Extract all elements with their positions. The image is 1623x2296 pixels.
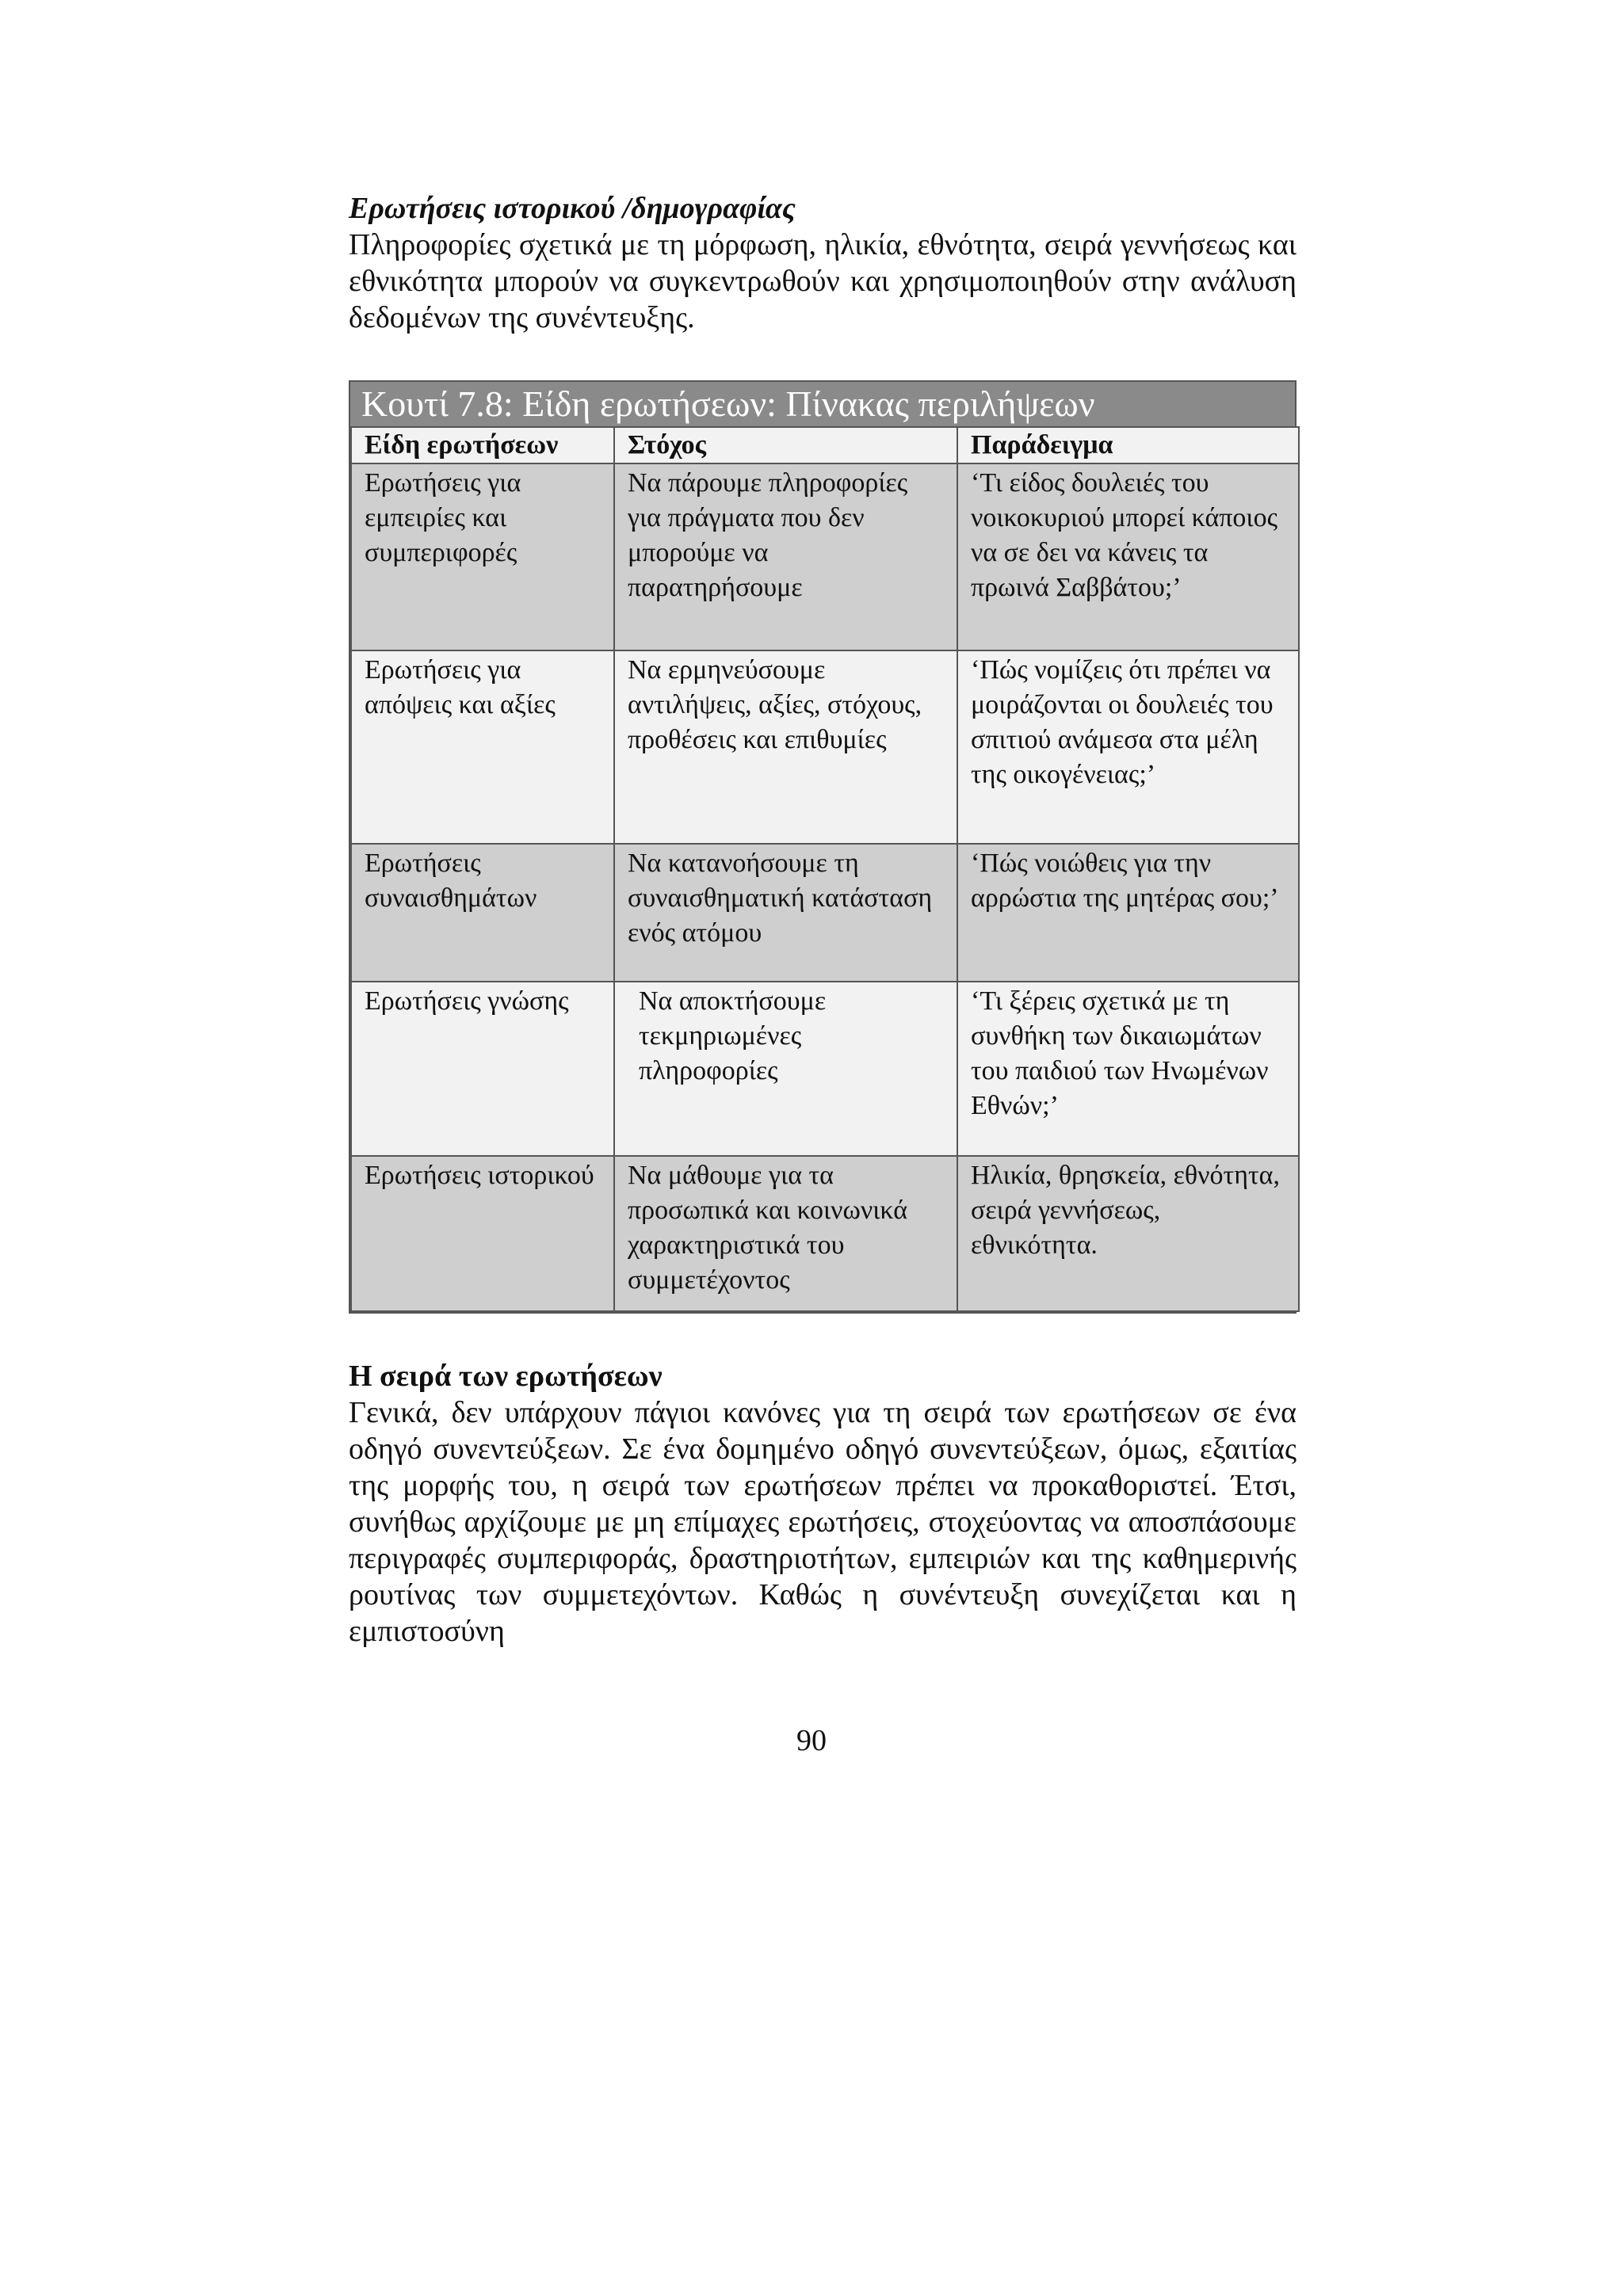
- page-number: 90: [796, 1724, 827, 1757]
- cell-goal: Να πάρουμε πληροφορίες για πράγματα που δεν μπορούμε να παρατηρήσουμε: [614, 463, 957, 650]
- background-questions-heading: Ερωτήσεις ιστορικού /δημογραφίας: [349, 192, 796, 225]
- table-row: [351, 844, 1299, 982]
- cell-example: ‘Πώς νομίζεις ότι πρέπει να μοιράζονται οι δουλειές του σπιτιού ανάμεσα στα μέλη της οικογένειας;’: [957, 650, 1299, 844]
- cell-question-type: Ερωτήσεις ιστορικού: [351, 1156, 614, 1311]
- spacer: [349, 1314, 1296, 1358]
- cell-goal: Να ερμηνεύσουμε αντιλήψεις, αξίες, στόχους, προθέσεις και επιθυμίες: [614, 650, 957, 844]
- summary-box: [349, 380, 1296, 1314]
- cell-goal: Να κατανοήσουμε τη συναισθηματική κατάσταση ενός ατόμου: [614, 844, 957, 982]
- table-row: [351, 1156, 1299, 1311]
- cell-example: Ηλικία, θρησκεία, εθνότητα, σειρά γεννήσεως, εθνικότητα.: [957, 1156, 1299, 1311]
- cell-question-type: Ερωτήσεις γνώσης: [351, 982, 614, 1156]
- cell-question-type: Ερωτήσεις συναισθημάτων: [351, 844, 614, 982]
- cell-goal: Να μάθουμε για τα προσωπικά και κοινωνικά χαρακτηριστικά του συμμετέχοντος: [614, 1156, 957, 1311]
- header-question-type: Είδη ερωτήσεων: [351, 427, 614, 463]
- cell-question-type: Ερωτήσεις για εμπειρίες και συμπεριφορές: [351, 463, 614, 650]
- summary-box-title: Κουτί 7.8: Είδη ερωτήσεων: Πίνακας περιλήψεων: [350, 382, 1295, 426]
- cell-example: ‘Πώς νοιώθεις για την αρρώστια της μητέρας σου;’: [957, 844, 1299, 982]
- table-row: [351, 463, 1299, 650]
- question-types-table: [350, 426, 1300, 1312]
- cell-example: ‘Τι είδος δουλειές του νοικοκυριού μπορεί κάποιος να σε δει να κάνεις τα πρωινά Σαββάτου;’: [957, 463, 1299, 650]
- table-row: [351, 982, 1299, 1156]
- cell-example: ‘Τι ξέρεις σχετικά με τη συνθήκη των δικαιωμάτων του παιδιού των Ηνωμένων Εθνών;’: [957, 982, 1299, 1156]
- cell-goal: Να αποκτήσουμε τεκμηριωμένες πληροφορίες: [614, 982, 957, 1156]
- background-questions-paragraph: Πληροφορίες σχετικά με τη μόρφωση, ηλικία, εθνότητα, σειρά γεννήσεως και εθνικότητα μπορούν να συγκεντρωθούν και χρησιμοποιηθούν στην ανάλυση δεδομένων της συνέντευξης.: [349, 228, 1296, 334]
- header-example: Παράδειγμα: [957, 427, 1299, 463]
- header-goal: Στόχος: [614, 427, 957, 463]
- question-order-paragraph: Γενικά, δεν υπάρχουν πάγιοι κανόνες για τη σειρά των ερωτήσεων σε ένα οδηγό συνεντεύξεων. Σε ένα δομημένο οδηγό συνεντεύξεων, όμως, εξαιτίας της μορφής του, η σειρά των ερωτήσεων πρέπει να προκαθοριστεί. Έτσι, συνήθως αρχίζουμε με μη επίμαχες ερωτήσεις, στοχεύοντας να αποσπάσουμε περιγραφές συμπεριφοράς, δραστηριοτήτων, εμπειριών και της καθημερινής ρουτίνας των συμμετεχόντων. Καθώς η συνέντευξη συνεχίζεται και η εμπιστοσύνη: [349, 1396, 1296, 1648]
- question-order-heading: Η σειρά των ερωτήσεων: [349, 1360, 663, 1393]
- cell-question-type: Ερωτήσεις για απόψεις και αξίες: [351, 650, 614, 844]
- page-content: [349, 190, 1296, 1650]
- table-row: [351, 650, 1299, 844]
- table-header-row: [351, 427, 1299, 463]
